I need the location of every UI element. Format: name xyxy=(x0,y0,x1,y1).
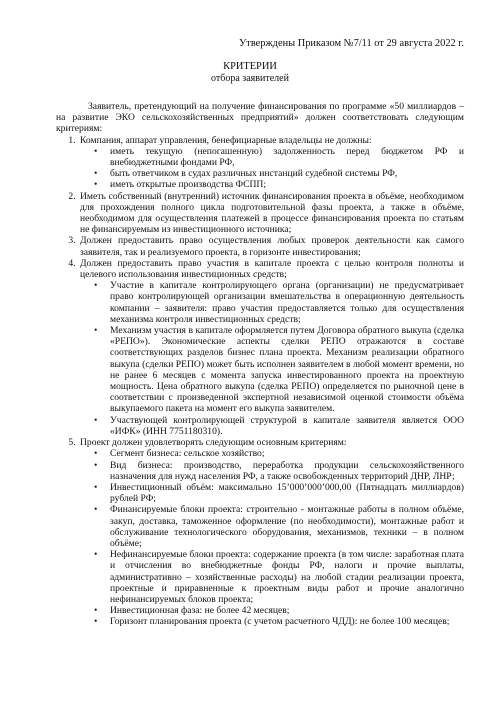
criterion-text: Проект должен удовлетворять следующим основным критериям: xyxy=(80,437,347,449)
document-body xyxy=(56,101,464,628)
criterion-text: Должен предоставить право участия в капитале проекта с целью контроля полноты и целевого использования инвестиционных средств; xyxy=(80,257,464,281)
criterion-item xyxy=(78,235,464,257)
criteria-list xyxy=(56,135,464,628)
criterion-item xyxy=(78,437,464,627)
criterion-bullet: • Финансируемые блоки проекта: строительно - монтажные работы в полном объёме, закуп, доставка, таможенное оформление (по необходимости), монтажные работ и обслуживание технологического оборудования, механизмов, техники – в полном объёме; xyxy=(110,504,464,549)
criterion-bullet: • Инвестиционный объём: максимально 15’000’000’000,00 (Пятнадцать миллиардов) рублей РФ; xyxy=(110,482,464,504)
criterion-bullet: • Нефинансируемые блоки проекта: содержание проекта (в том числе: заработная плата и отчисления во внебюджетные фонды РФ, налоги и прочие выплаты, административно – хозяйственные расходы) на любой стадии реализации проекта, проектные и приравненные к проектным виды работ и прочие аналогично нефинансируемых блоков проекта; xyxy=(110,549,464,605)
criterion-bullet: • Участие в капитале контролирующего органа (организации) не предусматривает право контролирующей организации вмешательства в операционную деятельность компании – заявителя: право участия предоставляется только для осуществления механизма контроля инвестиционных средств; xyxy=(110,280,464,325)
criterion-bullet: • иметь текущую (непогашенную) задолженность перед бюджетом РФ и внебюджетными фондами РФ, xyxy=(110,146,464,168)
criterion-text: Иметь собственный (внутренний) источник финансирования проекта в объёме, необходимом для прохождения полного цикла подготовительной фазы проекта, а также в объёме, необходимом для осуществления платежей в процессе финансирования проекта по статьям не финансируемым из инвестиционного источника; xyxy=(80,190,464,236)
criterion-bullet: • быть ответчиком в судах различных инстанций судебной системы РФ, xyxy=(110,168,464,179)
criterion-bullet: • Механизм участия в капитале оформляется путем Договора обратного выкупа (сделка «РЕПО»). Экономические аспекты сделки РЕПО отражаются в составе соответствующих разделов бизнес плана проекта. Механизм реализации обратного выкупа (сделки РЕПО) может быть исполнен заявителем в любой момент времени, но не ранее 6 месяцев с момента запуска инвестированного проекта на проектную мощность. Цена обратного выкупа (сделка РЕПО) определяется по рыночной цене в соответствии с произведенной экспертной независимой оценкой стоимости объёма выкупаемого пакета на момент его выкупа заявителем. xyxy=(110,325,464,415)
criterion-bullet: • Участвующей контролирующей структурой в капитале заявителя является ООО «ИФК» (ИНН 7751180310). xyxy=(110,415,464,437)
document-title: КРИТЕРИИ xyxy=(223,61,277,72)
criterion-text: Компания, аппарат управления, бенефициарные владельцы не должны: xyxy=(80,134,372,146)
criterion-bullet: • иметь открытые производства ФСПП; xyxy=(110,179,464,190)
criterion-bullet: • Инвестиционная фаза: не более 42 месяцев; xyxy=(110,605,464,616)
criterion-bullet: • Вид бизнеса: производство, переработка продукции сельскохозяйственного назначения для нужд населения РФ, а также освобожденных территорий ДНР, ЛНР; xyxy=(110,460,464,482)
criterion-bullet-list xyxy=(80,146,464,191)
criterion-bullet-list xyxy=(80,448,464,627)
criterion-item xyxy=(78,191,464,236)
intro-paragraph: Заявитель, претендующий на получение финансирования по программе «50 миллиардов – на развитие ЭКО сельскохозяйственных предприятий» должен соответствовать следующим критериям: xyxy=(56,101,464,135)
approval-line: Утверждены Приказом №7/11 от 29 августа 2022 г. xyxy=(238,38,464,49)
criterion-text: Должен предоставить право осуществления любых проверок деятельности как самого заявителя, так и реализуемого проекта, в горизонте инвестирования; xyxy=(80,235,464,258)
criterion-bullet: • Сегмент бизнеса: сельское хозяйство; xyxy=(110,448,464,459)
document-subtitle: отбора заявителей xyxy=(211,73,289,84)
criterion-item xyxy=(78,258,464,437)
criterion-bullet: • Горизонт планирования проекта (с учетом расчетного ЧДД): не более 100 месяцев; xyxy=(110,616,464,627)
criterion-bullet-list xyxy=(80,280,464,437)
criterion-item xyxy=(78,135,464,191)
